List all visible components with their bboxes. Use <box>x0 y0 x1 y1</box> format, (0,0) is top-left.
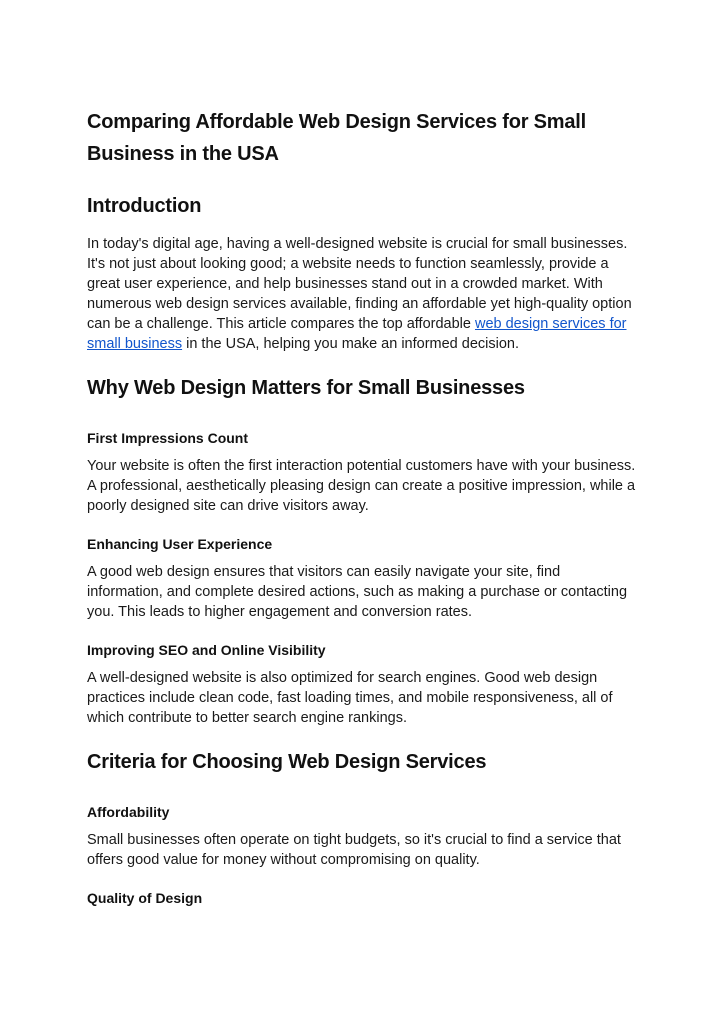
paragraph-affordability: Small businesses often operate on tight budgets, so it's crucial to find a service that offers good value for money without compromising on quality. <box>87 832 621 868</box>
paragraph-first-impressions: Your website is often the first interaction potential customers have with your business. A professional, aesthetically pleasing design can create a positive impression, while a poorly designed site can drive visitors away. <box>87 458 636 514</box>
section-heading-why-web-design: Why Web Design Matters for Small Businesses <box>87 377 525 399</box>
subheading-quality-of-design: Quality of Design <box>87 890 203 906</box>
subheading-affordability: Affordability <box>87 804 170 820</box>
paragraph-seo-visibility: A well-designed website is also optimized for search engines. Good web design practices include clean code, fast loading times, and mobile responsiveness, all of which contribute to better search engine rankings. <box>87 670 613 726</box>
intro-paragraph <box>87 234 639 354</box>
paragraph-user-experience: A good web design ensures that visitors can easily navigate your site, find information, and complete desired actions, such as making a purchase or contacting you. This leads to higher engagement and conversion rates. <box>87 564 628 620</box>
section-heading-criteria: Criteria for Choosing Web Design Services <box>87 751 487 773</box>
subheading-seo-visibility: Improving SEO and Online Visibility <box>87 642 326 658</box>
document-page <box>87 106 639 908</box>
subheading-first-impressions: First Impressions Count <box>87 430 249 446</box>
document-title: Comparing Affordable Web Design Services for Small Business in the USA <box>87 111 587 165</box>
intro-text-before-link: In today's digital age, having a well-designed website is crucial for small businesses. It's not just about looking good; a website needs to function seamlessly, provide a great user experience, and help businesses stand out in a crowded market. With numerous web design services available, finding an affordable yet high-quality option can be a challenge. This article compares the top affordable <box>87 236 632 332</box>
web-design-services-link[interactable]: web design services for small business <box>87 316 627 352</box>
section-heading-introduction: Introduction <box>87 195 202 217</box>
subheading-user-experience: Enhancing User Experience <box>87 536 273 552</box>
intro-text-after-link: in the USA, helping you make an informed decision. <box>182 336 520 352</box>
